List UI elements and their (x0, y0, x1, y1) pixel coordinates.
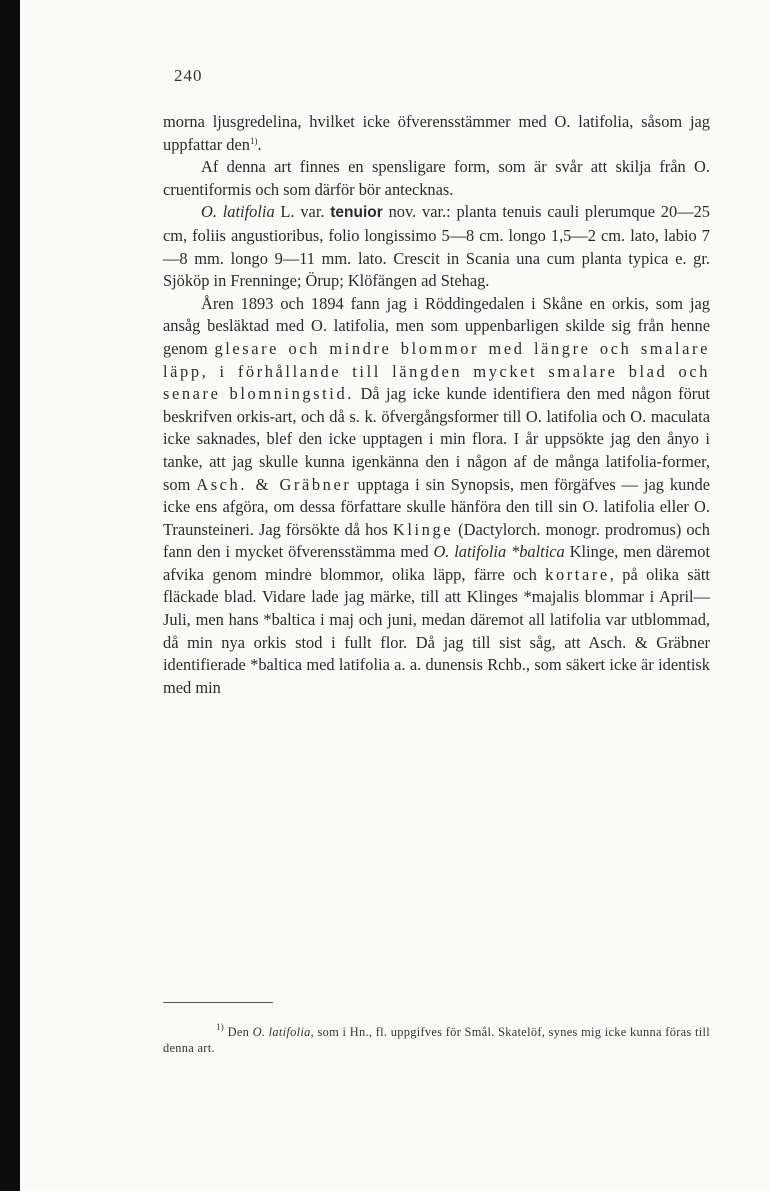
footnote (163, 1024, 710, 1056)
footnote-reference[interactable]: 1) (249, 135, 258, 146)
paragraph-4-text-f: , på olika sätt fläckade blad. Vidare lade jag märke, till att Klinges *majalis blommar i April—Juli, men hans *baltica i maj och juni, medan däremot all latifolia var utblommad, då min nya orkis stod i fullt flor. Då jag till sist såg, att Asch. & Gräbner identifierade *baltica med latifolia a. a. dunensis Rchb., som säkert icke är identisk med min (163, 564, 710, 697)
taxon-baltica: O. latifolia *baltica (433, 542, 565, 562)
body-text (163, 111, 710, 699)
paragraph-4-text-e: Klinge, men däremot afvika genom mindre blommor, olika läpp, färre och (163, 542, 711, 584)
variety-name: tenuior (330, 204, 383, 222)
paragraph-2: Af denna art finnes en spensligare form, som är svår att skilja från O. cruentiformis och som därför bör antecknas. (163, 157, 710, 199)
footnote-species: O. latifolia (252, 1025, 311, 1039)
emphasis-authors: Asch. & Gräbner (196, 474, 352, 494)
paragraph-4 (163, 293, 710, 700)
paragraph-3 (163, 201, 710, 292)
paragraph-4-text-b: Då jag icke kunde identifiera den med någon förut beskrifven orkis-art, och då s. k. öfvergångsformer till O. latifolia och O. maculata icke saknades, blef den icke upptagen i min flora. I år uppsökte jag den ånyo i tanke, att jag skulle kunna igenkänna den i någon af de många latifolia-former, som (163, 384, 710, 494)
footnote-text-b: , som i Hn., fl. uppgifves för Smål. Skatelöf, synes mig icke kunna föras till denna art. (163, 1025, 710, 1055)
paragraph-4-text-c: upptaga i sin Synopsis, men förgäfves — jag kunde icke ens afgöra, om dessa författare skulle hänföra den till sin O. latifolia eller O. Traunsteineri. Jag försökte då hos (163, 474, 710, 539)
species-author: L. var. (274, 202, 331, 222)
emphasis-kortare: kortare (545, 564, 610, 584)
paragraph-1-text: morna ljusgredelina, hvilket icke öfverensstämmer med O. latifolia, såsom jag uppfattar den (163, 112, 710, 154)
footnote-divider (163, 1002, 273, 1003)
emphasis-klinge: Klinge (392, 519, 454, 539)
scan-edge (0, 0, 20, 1191)
paragraph-1 (163, 111, 710, 156)
paragraph-1-end: . (257, 134, 262, 154)
page-number: 240 (174, 66, 203, 85)
variety-description: nov. var.: planta tenuis cauli plerumque 20—25 cm, foliis angustioribus, folio longissimo 5—8 cm. longo 1,5—2 cm. lato, labio 7—8 mm. longo 9—11 mm. lato. Crescit in Scania una cum planta typica e. gr. Sjököp in Frenninge; Örup; Klöfängen ad Stehag. (163, 202, 710, 291)
paragraph-4-text-d: (Dactylorch. monogr. prodromus) och fann den i mycket öfverensstämma med (163, 519, 711, 562)
footnote-text-a: Den (224, 1025, 253, 1039)
paragraph-4-text-a: Åren 1893 och 1894 fann jag i Röddingedalen i Skåne en orkis, som jag ansåg besläktad med O. latifolia, men som uppenbarligen skilde sig från henne genom (163, 293, 710, 358)
footnote-mark: 1) (216, 1022, 225, 1032)
emphasis-characters: glesare och mindre blommor med längre och smalare läpp, i förhållande till längden mycket smalare blad och senare blomningstid. (163, 338, 710, 404)
species-name: O. latifolia (201, 202, 275, 222)
